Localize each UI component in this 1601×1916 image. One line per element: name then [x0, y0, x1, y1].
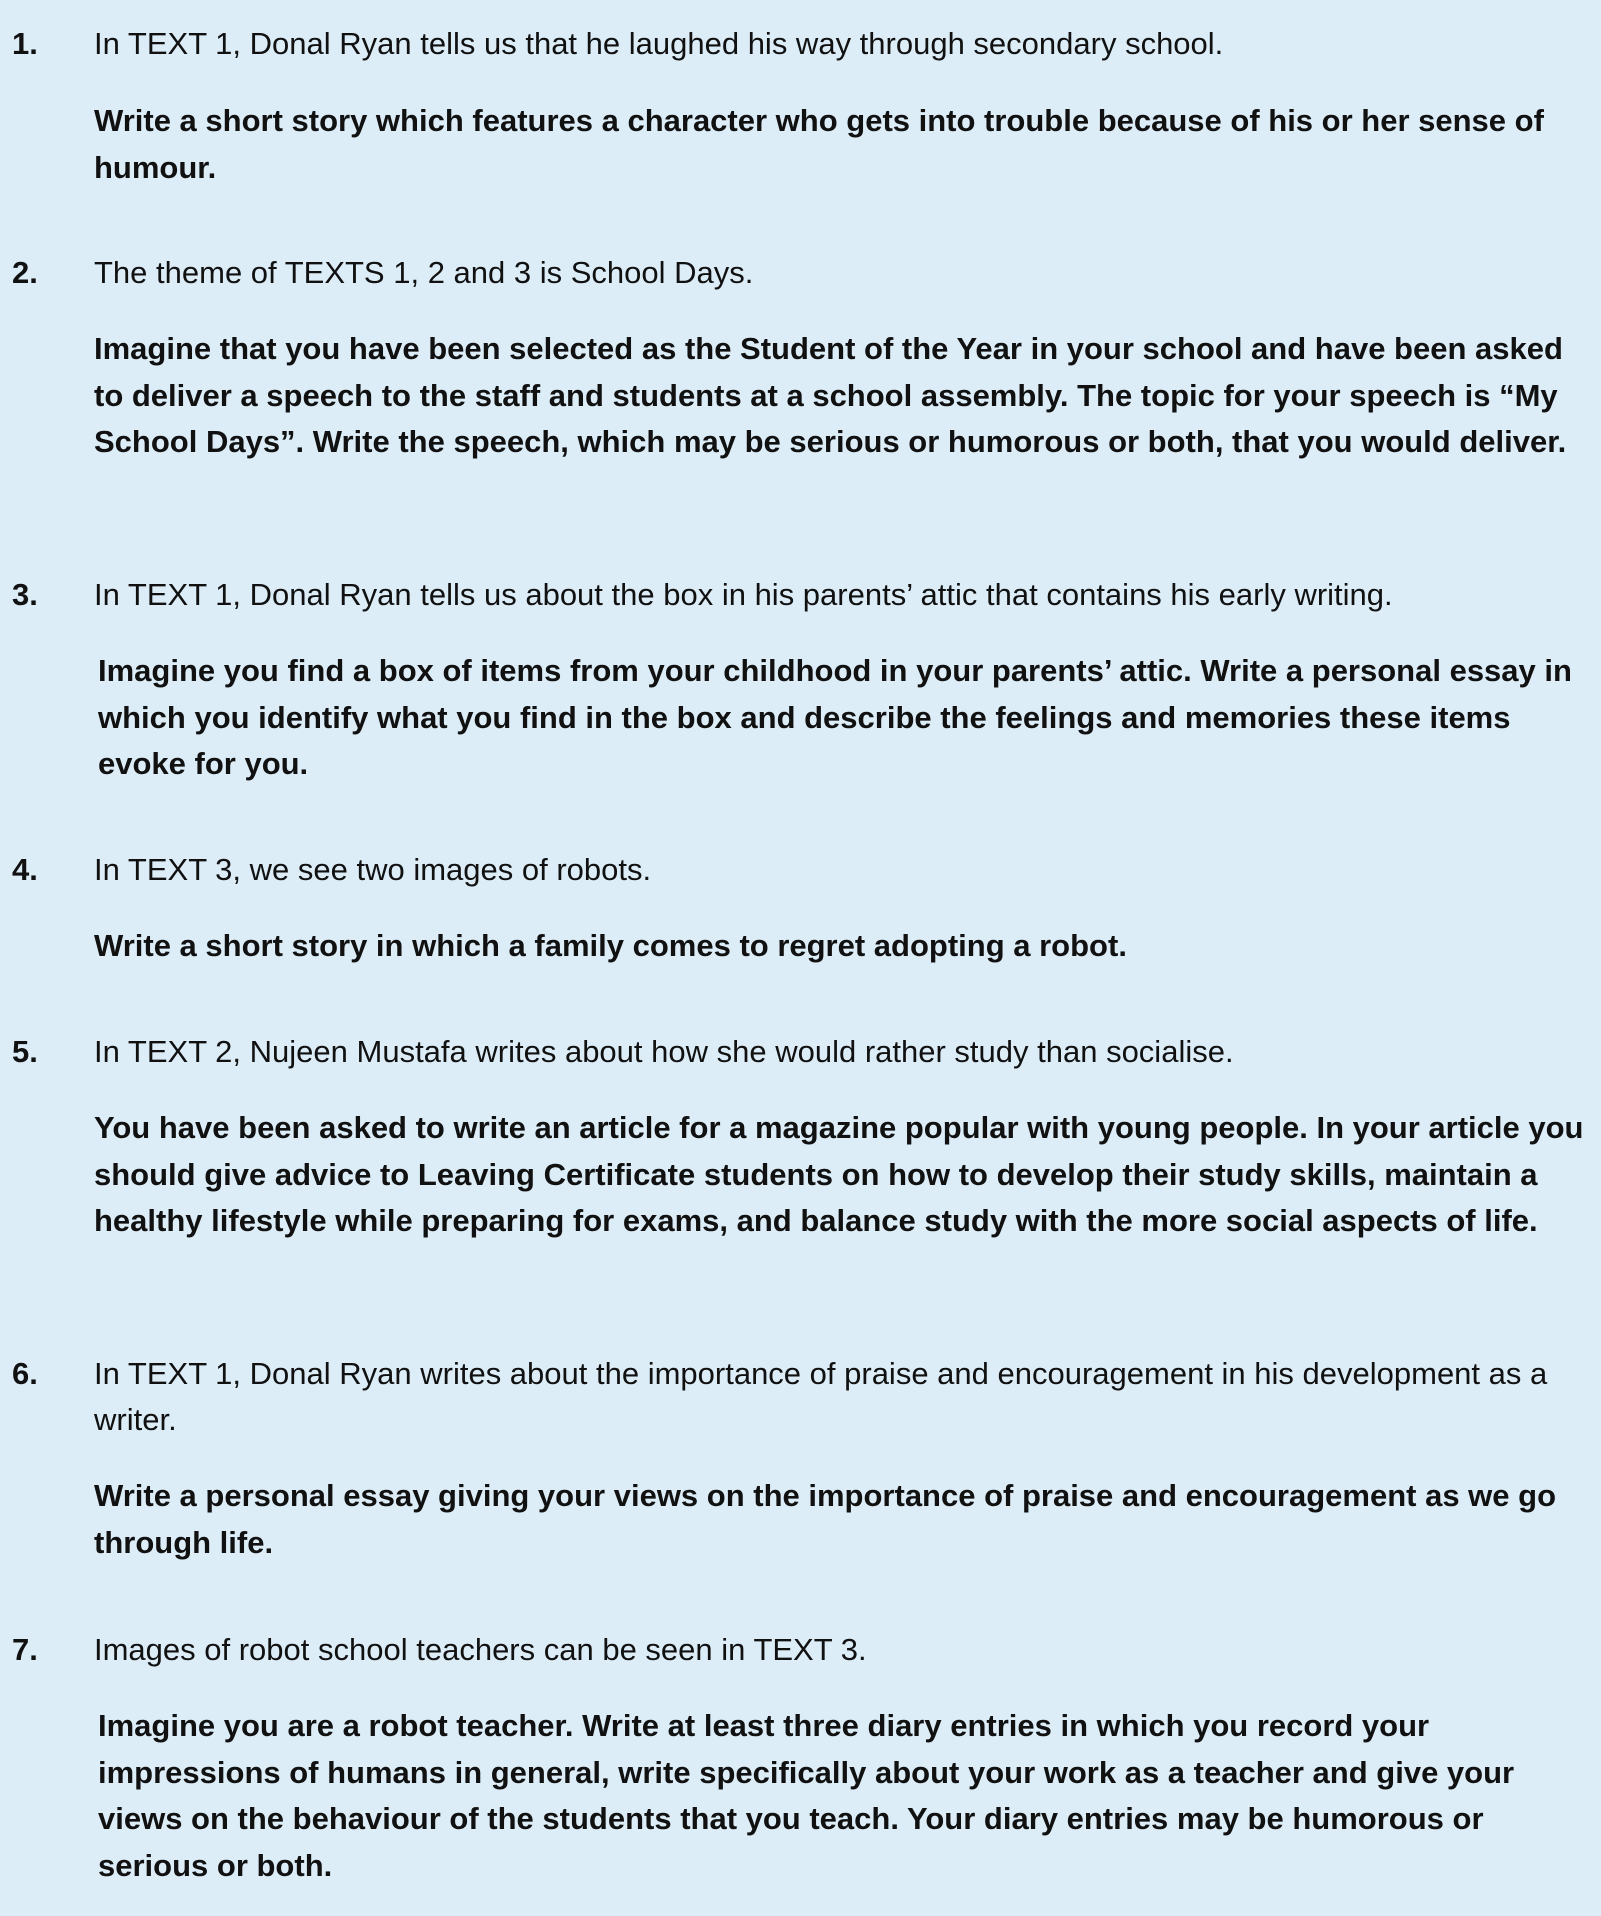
question-task: Write a short story which features a character who gets into trouble because of his or her sense of humour.: [94, 103, 1544, 185]
question-intro: In TEXT 1, Donal Ryan writes about the importance of praise and encouragement in his development as a writer.: [94, 1356, 1548, 1437]
question-task: Imagine you are a robot teacher. Write at least three diary entries in which you record your impressions of humans in general, write specifically about your work as a teacher and give your views on the behaviour of the students that you teach. Your diary entries may be humorous or serious or both.: [98, 1708, 1515, 1883]
question-number: 4.: [12, 852, 38, 887]
question-task: You have been asked to write an article for a magazine popular with young people. In your article you should give advice to Leaving Certificate students on how to develop their study skills, maintain a healthy lifestyle while preparing for exams, and balance study with the more social aspects of life.: [94, 1110, 1584, 1238]
question-intro: In TEXT 3, we see two images of robots.: [94, 852, 652, 887]
question-task: Write a short story in which a family comes to regret adopting a robot.: [94, 928, 1127, 963]
question-number: 5.: [12, 1034, 38, 1069]
question-task: Write a personal essay giving your views on the importance of praise and encouragement as we go through life.: [94, 1478, 1557, 1560]
question-intro: The theme of TEXTS 1, 2 and 3 is School Days.: [94, 255, 754, 290]
question-number: 1.: [12, 26, 38, 61]
question-intro: Images of robot school teachers can be seen in TEXT 3.: [94, 1632, 867, 1667]
question-task: Imagine that you have been selected as the Student of the Year in your school and have been asked to deliver a speech to the staff and students at a school assembly. The topic for your speech is “My School Days”. Write the speech, which may be serious or humorous or both, that you would deliver.: [94, 331, 1567, 459]
question-task: Imagine you find a box of items from your childhood in your parents’ attic. Write a personal essay in which you identify what you find in the box and describe the feelings and memories these items evoke for you.: [98, 653, 1572, 781]
question-number: 3.: [12, 577, 38, 612]
question-number: 7.: [12, 1632, 38, 1667]
question-number: 6.: [12, 1356, 38, 1391]
question-number: 2.: [12, 255, 38, 290]
question-intro: In TEXT 2, Nujeen Mustafa writes about how she would rather study than socialise.: [94, 1034, 1234, 1069]
question-intro: In TEXT 1, Donal Ryan tells us that he laughed his way through secondary school.: [94, 26, 1224, 61]
question-intro: In TEXT 1, Donal Ryan tells us about the box in his parents’ attic that contains his early writing.: [94, 577, 1393, 612]
